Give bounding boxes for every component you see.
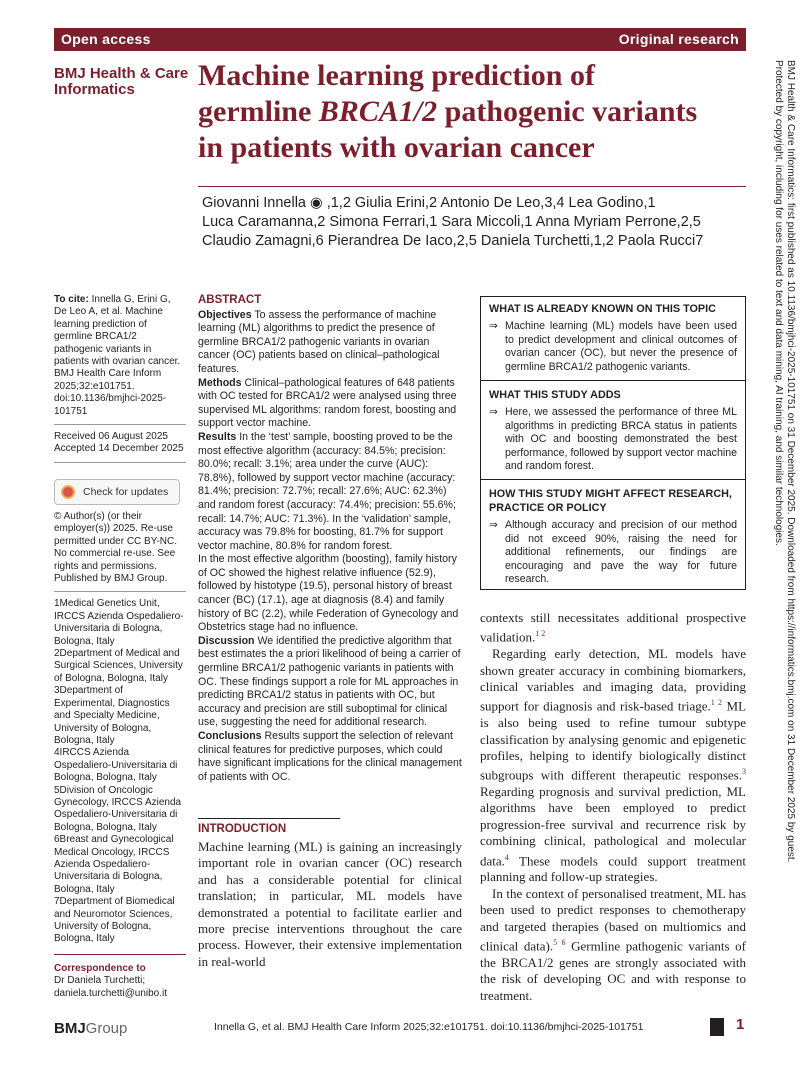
affiliation-list: [54, 598, 186, 945]
known-heading: WHAT IS ALREADY KNOWN ON THIS TOPIC: [489, 303, 716, 315]
title-gene: BRCA1/2: [318, 95, 438, 128]
affiliation: 3Department of Experimental, Diagnostics and Specialty Medicine, University of Bologna, Bologna, Italy: [54, 685, 170, 746]
copyright-notice: Protected by copyright, including for uses related to text and data mining, AI training, and similar technologies.: [773, 60, 784, 546]
article-type-label: Original research: [618, 31, 739, 47]
reference-link[interactable]: 5 6: [553, 938, 566, 948]
body-text: Germline pathogenic variants of the BRCA1/2 genes are strongly associated with the risk of developing OC and with response to treatment.: [480, 938, 747, 1003]
bmj-group-logo[interactable]: [54, 1020, 127, 1037]
sidebar-divider: [54, 424, 186, 425]
affiliation: 6Breast and Gynecological Medical Oncology, IRCCS Azienda Ospedaliero-Universitaria di Bologna, Bologna, Italy: [54, 834, 174, 895]
arrow-icon: ⇒: [489, 406, 498, 419]
bookmark-icon: [710, 1018, 724, 1036]
abstract-text: Results support the selection of relevant clinical features for predictive purposes, which could have significant implications for the clinical management of patients with OC.: [198, 730, 462, 783]
license-affiliations: [54, 511, 186, 1000]
abstract-results-2: In the most effective algorithm (boosting), family history of OC showed the highest relative influence (52.9), followed by histotype (19.5), personal history of breast cancer (BC) (17.1), age at diagnosis (8.4) and family history of BC (2.2), while Federation of Gynecology and Obstetrics stage had no influence.: [198, 553, 459, 634]
abstract-heading: ABSTRACT: [198, 294, 262, 306]
check-updates-button[interactable]: [54, 479, 180, 505]
vertical-notice: [773, 60, 800, 940]
body-text: These models could support treatment planning and follow-up strategies.: [480, 853, 746, 885]
abstract-conclusions: [198, 730, 462, 784]
adds-text: Here, we assessed the performance of three ML algorithms in predicting BRCA status in patients with OC and boosting demonstrated the best performance, followed by support vector machine and random forest.: [505, 406, 737, 473]
body-paragraph: [480, 886, 746, 1004]
cite-label: To cite:: [54, 294, 89, 305]
adds-heading: WHAT THIS STUDY ADDS: [489, 389, 621, 402]
known-text: Machine learning (ML) models have been used to predict development and clinical outcomes of ovarian cancer (OC), but never the presence of germline BRCA1/2 pathogenic variants.: [505, 320, 737, 373]
abstract-label: Conclusions: [198, 730, 262, 742]
sidebar-divider: [54, 591, 186, 592]
abstract-methods: [198, 377, 462, 431]
correspondence-heading: Correspondence to: [54, 962, 146, 974]
sidebar-divider: [54, 954, 186, 955]
affect-heading: HOW THIS STUDY MIGHT AFFECT RESEARCH, PRACTICE OR POLICY: [489, 488, 732, 514]
affect-text: Although accuracy and precision of our method did not exceed 90%, raising the need for additional refinements, our findings are encouraging and pave the way for future research.: [505, 519, 737, 585]
affiliation: 5Division of Oncologic Gynecology, IRCCS Azienda Ospedaliero-Universitaria di Bologna, Bologna, Italy: [54, 784, 182, 833]
citation-sidebar: [54, 294, 186, 469]
abstract-label: Results: [198, 430, 237, 443]
adds-item: [489, 406, 737, 473]
received-date: Received 06 August 2025: [54, 431, 168, 443]
abstract-text: In the ‘test’ sample, boosting proved to be the most effective algorithm (accuracy: 84.5%; precision: 80.0%; recall: 3.1%; area under the curve (AUC): 78.8%), followed by support vector machine (accuracy: 81.4%; precision: 72.7%; recall: 27.6%; AUC: 62.3%) and random forest (accuracy: 74.4%; precision: 55.6%; recall: 14.7%; AUC: 71.3%). In the ‘validation’ sample, accuracy was 79.8% for boosting, 81.7% for support vector machine, 80.8% for random forest.: [198, 430, 456, 552]
introduction-text: Machine learning (ML) is gaining an increasingly important role in ovarian cancer (OC) research and has a considerable potential for clinical translation; in particular, ML models have demonstrated a potential to facilitate earlier and more precise interventions throughout the care process. However, their extensive implementation in real-world: [198, 839, 462, 969]
abstract-results: [198, 431, 462, 553]
accepted-date: Accepted 14 December 2025: [54, 443, 184, 455]
cite-block: [54, 294, 186, 418]
reference-link[interactable]: 1 2: [535, 629, 546, 639]
title-text: germline: [198, 95, 319, 128]
affiliation: 4IRCCS Azienda Ospedaliero-Universitaria di Bologna, Bologna, Italy: [54, 747, 178, 784]
body-text: In the context of personalised treatment, ML has been used to predict responses to chemotherapy and targeted therapies (based on multiomics and clinical data).: [480, 885, 746, 954]
sidebar-divider: [54, 462, 186, 463]
body-right-column: [480, 610, 746, 1004]
box-divider: [481, 380, 745, 381]
body-paragraph: [480, 646, 746, 886]
abstract-divider: [198, 818, 340, 819]
box-divider: [481, 479, 745, 480]
abstract-label: Discussion: [198, 634, 255, 647]
title-text: pathogenic variants: [437, 95, 698, 128]
body-text: Regarding prognosis and survival prediction, ML algorithms have been employed to predict progression-free survival and recurrence risk by combining clinical, pathological and molecular data.: [480, 784, 746, 868]
arrow-icon: ⇒: [489, 320, 498, 333]
key-messages-box: [480, 296, 746, 590]
title-line-2: [198, 94, 758, 130]
check-updates-label: Check for updates: [83, 486, 169, 498]
introduction-heading: INTRODUCTION: [198, 823, 287, 835]
crossmark-icon: [61, 485, 75, 499]
author-line[interactable]: Claudio Zamagni,6 Pierandrea De Iaco,2,5 Daniela Turchetti,1,2 Paola Rucci7: [202, 233, 704, 249]
abstract-label: Objectives: [198, 308, 252, 321]
abstract: [198, 294, 462, 784]
abstract-label: Methods: [198, 376, 242, 389]
logo-group: Group: [85, 1020, 128, 1037]
page-number: 1: [736, 1016, 745, 1033]
reference-link[interactable]: 3: [742, 767, 746, 777]
title-line-1: Machine learning prediction of: [198, 59, 595, 92]
body-paragraph: [480, 610, 746, 646]
abstract-text: To assess the performance of machine learning (ML) algorithms to predict the presence of germline BRCA1/2 pathogenic variants in ovarian cancer (OC) patients based on clinical–pathological features.: [198, 308, 440, 375]
reference-link[interactable]: 1 2: [710, 698, 723, 708]
correspondence-email[interactable]: daniela.turchetti@unibo.it: [54, 987, 167, 999]
author-line[interactable]: Luca Caramanna,2 Simona Ferrari,1 Sara Miccoli,1 Anna Myriam Perrone,2,5: [202, 214, 701, 230]
author-line[interactable]: Giovanni Innella ◉ ,1,2 Giulia Erini,2 Antonio De Leo,3,4 Lea Godino,1: [202, 195, 656, 211]
arrow-icon: ⇒: [489, 519, 498, 532]
abstract-text: We identified the predictive algorithm that best estimates the a priori likelihood of being a carrier of germline BRCA1/2 pathogenic variants in patients with OC. These findings support a role for ML approaches in predicting BRCA1/2 status in patients with OC, but accuracy and precision are still suboptimal for clinical use, suggesting the need for additional research.: [198, 634, 461, 729]
cite-text: Innella G, Erini G, De Leo A, et al. Machine learning prediction of germline BRCA1/2 pathogenic variants in patients with ovarian cancer. BMJ Health Care Inform 2025;32:e101751. doi:10.1136/bmjhci-2025-101751: [54, 294, 181, 417]
affect-item: [489, 519, 737, 586]
footer-citation: Innella G, et al. BMJ Health Care Inform 2025;32:e101751. doi:10.1136/bmjhci-2025-101751: [214, 1021, 644, 1033]
affiliation: 7Department of Biomedical and Neuromotor Sciences, University of Bologna, Bologna, Italy: [54, 896, 175, 945]
author-list: [202, 194, 762, 251]
title-line-3: in patients with ovarian cancer: [198, 131, 595, 164]
body-text: Regarding early detection, ML models have shown greater accuracy in combining biomarkers, clinical variables and imaging data, providing support for diagnosis and risk-based triage.: [480, 646, 746, 714]
body-text: contexts still necessitates additional prospective validation.: [480, 610, 746, 645]
affiliation: 1Medical Genetics Unit, IRCCS Azienda Ospedaliero-Universitaria di Bologna, Bologna, Italy: [54, 598, 184, 647]
reference-link[interactable]: 4: [504, 852, 509, 862]
header-bar: [54, 28, 746, 51]
open-access-label: Open access: [61, 31, 151, 47]
article-title: [198, 58, 758, 166]
body-text: ML is also being used to refine tumour subtype classification by analysing genomic and epigenetic profiles, helping to identify biologically distinct subgroups with different therapeutic responses.: [480, 698, 747, 783]
journal-logo[interactable]: BMJ Health & Care Informatics: [54, 65, 189, 98]
correspondence-name: Dr Daniela Turchetti;: [54, 975, 146, 987]
abstract-objectives: [198, 309, 462, 377]
abstract-discussion: [198, 635, 462, 730]
abstract-text: Clinical–pathological features of 648 patients with OC tested for BRCA1/2 were analysed using three supervised ML algorithms: random forest, boosting and support vector machine.: [198, 376, 457, 430]
license-text: © Author(s) (or their employer(s)) 2025. Re-use permitted under CC BY-NC. No commercial re-use. See rights and permissions. Published by BMJ Group.: [54, 511, 178, 585]
logo-bmj: BMJ: [54, 1020, 86, 1037]
affiliation: 2Department of Medical and Surgical Sciences, University of Bologna, Bologna, Italy: [54, 648, 183, 684]
title-divider: [198, 186, 746, 187]
download-notice: BMJ Health & Care Informatics: first published as 10.1136/bmjhci-2025-101751 on 31 December 2025. Downloaded from https://informatics.bmj.com on 31 December 2025 by guest.: [785, 60, 796, 863]
known-item: [489, 320, 737, 374]
